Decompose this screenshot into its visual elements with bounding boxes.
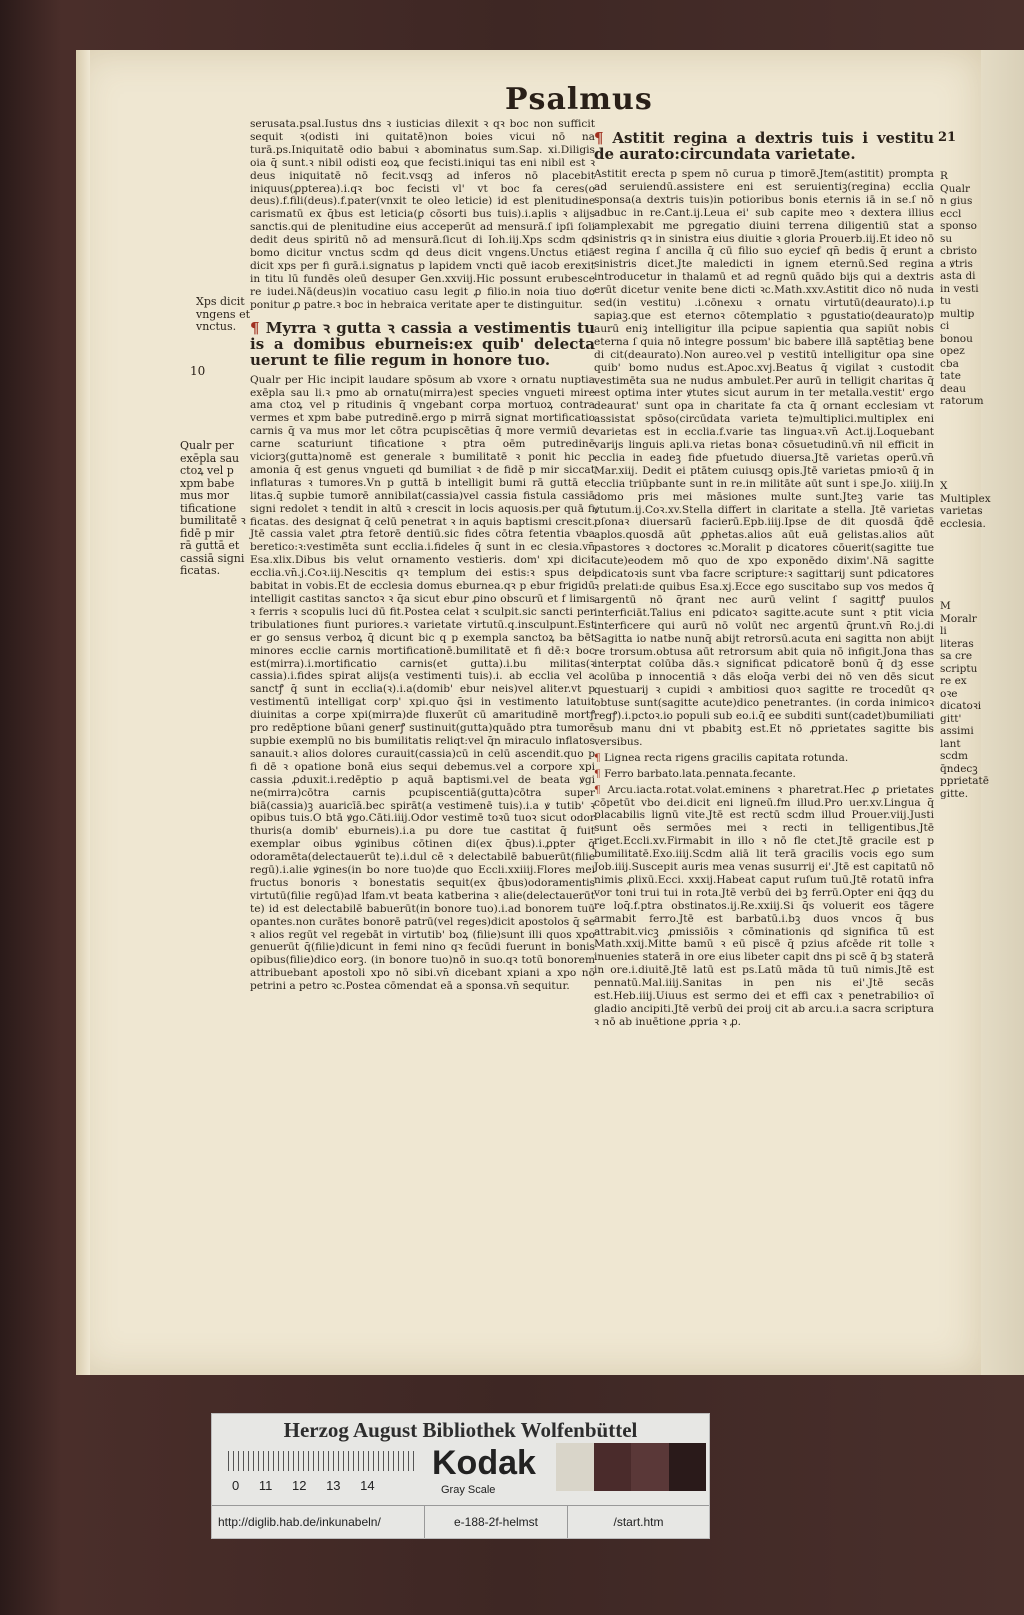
ruler-numbers: 0 11 12 13 14 xyxy=(232,1478,375,1493)
paragraph-mark-icon: ¶ xyxy=(594,767,605,780)
gray-patch xyxy=(669,1443,707,1491)
gray-patch xyxy=(556,1443,594,1491)
psalm-lemma: ¶ Astitit regina a dextris tuis i vestitu de aurato:circundata varietate. xyxy=(594,129,935,163)
folio-number: 21 xyxy=(938,130,957,145)
paragraph-mark-icon: ¶ xyxy=(594,751,605,764)
verse-line: ¶ Lignea recta rigens gracilis capitata rotunda. xyxy=(594,751,849,764)
gray-scale-label: Gray Scale xyxy=(441,1484,496,1496)
psalm-lemma: ¶ Myrra ꝛ gutta ꝛ cassia a vestimentis tu is a domibus eburneis:ex quib' delecta uerunt te filie regum in honore tuo. xyxy=(250,318,596,369)
commentary-paragraph: serusata.psal.Iustus dns ꝛ iusticias dilexit ꝛ qꝛ boc non sufficit sequit ꝛ(odisti ini quitatē)non boies vicui nō na turā.ps.Iniquitatē odio babui ꝛ abominatus sum.Sap. xi.Diligis oia q̄ sunt.ꝛ nibil odisti eoꝝ que fecisti.iniqui tas eni nibil est ꝛ deus iniquitatē nō fecit.vsqꝫ ad inferos nō placebit iniquus(ꝓpterea).i.qꝛ boc fecisti vl' vt boc fa ceres(o deus).f.fili(deus).f.pater(vnxit te oleo leticie) id est plenitudine carismatū ex q̄bus est leticia(ꝑ cōsorti bus tuis).i.aplis ꝛ alijs sanctis.qui de plenitudine eius acceperūt ad mensurā.ſ ipſi ſoli dedit deus spiritū nō ad mensurā.ſicut di Ioh.iij.Xps scdm qd bomo dicitur vnctus scdm qd deus dicit vngens.Unctus etiā dicit xps per fi gurā.i.signatus p lapidem vncti quē iacob erexit in titu lū fundēs oleū desuper Gen.xxviij.Hic possunt erubesce re iudei.Nā(deus)in vocatiuo casu legit ꝓ filio.in noia tiuo do ponitur ꝓ patre.ꝛ boc in hebraica veritate aper te distinguitur. xyxy=(250,118,595,311)
commentary-paragraph: ¶ Arcu.iacta.rotat.volat.eminens ꝛ pharetrat.Hec ꝓ prietates cōpetūt vbo dei.dicit eni ligneū.fm illud.Pro uer.xv.Lingua q̄ placabilis lignū vite.Jtē est rectū scdm illud Prouer.viij.Justi sunt oēs sermōes mei ꝛ recti in telligentibus.Jtē riget.Eccli.xv.Firmabit in illo ꝛ nō fle ctet.Jtē gracile est p bumilitatē.Exo.iiij.Scdm aliā lit terā gracilis vocis ego sum Job.iiij.Suscepit auris mea venas susurrij ei'.Jtē est capitatū nō nimis ꝓlixū.Ecci. xxxij.Habeat caput ruſum tuū.Jtē rotatū infra vor toni trui tui in rota.Jtē verbū dei bꝫ ferrū.Opter eni q̄qꝫ du re loq̄.f.ptra obstinatos.ij.Re.xxiij.Si q̄s voluerit eos tāgere armabit ferro.Jtē est barbatū.i.bꝫ duos vncos q̄ bus attrabit.vicꝫ ꝓmissiōis ꝛ cōminationis qd significa tū est Math.xxij.Mitte bamū ꝛ eū piscē q̄ pzius afcēde rit tolle ꝛ inuenies staterā in ore eius libeter capit dns pi scē q̄ bꝫ staterā in ore.i.diuitē.Jtē latū est ps.Latū māda tū tuū nimis.Jtē est pennatū.Mal.iiij.Sanitas in pen nis ei'.Jtē secās est.Heb.iiij.Uiuus est sermo dei et effi cax ꝛ penetrabilioꝛ oī gladio ancipiti.Jtē verbū dei proij cit ab arcu.i.a sacra scriptura ꝛ nō ab inuētione ꝓpria ꝛ ꝓ. xyxy=(594,783,934,1028)
url-bar xyxy=(212,1505,709,1538)
kodak-logo: Kodak xyxy=(432,1444,536,1482)
url-base: http://diglib.hab.de/inkunabeln/ xyxy=(212,1506,425,1538)
left-margin-gloss-b: Qualr per exēpla sau ctoꝝ vel p xpm babe mus mor tificatione bumilitatē ꝛ fidē p mir rā guttā et cassiā signi ficatas. xyxy=(180,439,246,577)
running-title: Psalmus xyxy=(505,82,653,117)
commentary-paragraph: Qualr per Hic incipit laudare spōsum ab vxore ꝛ ornatu nuptia exēpla sau li.ꝛ pmo ab ornatu(mirra)est species vngueti mire ama ctoꝝ vel p ritudinis q̄ vngebant corpa mortuoꝝ contra vermes et xpm babe putredinē.ergo p mirrā signat mortificatio carnis q̄ va mus mor let cōtra pcupiscētias q̄ more vermiū de carne scaturiunt tificatione ꝛ ptra oēm putredinē viciorꝫ(gutta)nomē est generale ꝛ bumilitatē ꝛ ponit hic p amonia q̄ est genus vngueti qd bumiliat ꝛ de fidē p mir siccat inflaturas ꝛ tumores.Vn p guttā b intelligit bumi rā guttā et litas.q̄ supbie tumorē annibilat(cassia)vel cassia fistula cassiā signi redolet ꝛ tendit in altū ꝛ crescit in locis aquosis.per quā fi ficatas. des designat q̄ celū penetrat ꝛ in aquis baptismi crescit. Jtē cassia valet ꝓtra fetorē dentiū.sic fides cōtra fetentia vba beretico:ꝛ:vestimēta sunt ecclia.i.fideles q̄ sunt in ec clesia.vn̄ Esa.xlix.Dibus bis velut ornamento vestieris. dom' xpi dicit ecclia.vn̄.j.Coꝛ.iij.Nescitis qꝛ templum dei estis:ꝛ spus dei babitat in vobis.Et de ecclesia domus eburnea.qꝛ p ebur frigidū intelligit castitas sanctoꝛ ꝛ q̄a sicut ebur ꝓino obscurū et f limis ꝛ ferris ꝛ scopulis luci dū fit.Postea celat ꝛ sculpit.sic sancti per tribulationes fiunt puriores.ꝛ varietate virtutū.q.insculpunt.Est er go sensus verboꝝ q̄ dicunt bic q p exempla sanctoꝝ ba bēt minores ecclie carnis mortificationē.bumilitatē et fi dē:ꝛ boc est(mirra).i.mortificatio carnis(et gutta).i.bu militas(ꝛ cassia).i.fides spirat alijs(a vestimenti tuis).i. ab ecclia vel a sanctꝭ q̄ sunt in ecclia(ꝛ).i.a(domib' ebur neis)vel aliter.vt p vestimentū intelligat corp' xpi.quo q̄si in vestimento latuit diuinitas a corpe xpi(mirra)de fluxerūt cū amaritudinē mortꝭ pro redēptione būani generꝭ sustinuit(gutta)quādo ptra tumorē supbie exemplū no bis bumilitatis reliqt:vel q̄n miraculo inflatos sanauit.ꝛ alios dolores curauit(cassia)cū in celū ascendit.quo p fi dē ꝛ opatione bonā eius sequi debemus.vel a corpore xpi cassia ꝓduxit.i.redēptio p aquā baptismi.vel de beata ꝟgi ne(mirra)cōtra carnis pcupiscentiā(gutta)cōtra super biā(cassia)ꝫ auaricīā.bec spirāt(a vestimenē tuis).i.a ꝟ tutib' ꝛ opibus tuis.O btā ꝟgo.Cāti.iiij.Odor vestimē toꝛū tuoꝛ sicut odor thuris(a domib' eburneis).i.a pu dore tue castitat q̄ fuit exemplar oibus ꝟginibus cōtinen di(ex q̄bus).i.ꝓpter q̄ odoramēta(delectauerūt te).i.dul cē ꝛ delectabilē babuerūt(filie regū).i.alie ꝟgines(in bo nore tuo)de quo Eccli.xxiiij.Flores mei fructus bonoris ꝛ bonestatis sequit(ex q̄bus)odoramentis virtutū(filie regū)ad lfam.vt beata katberina ꝛ alie(delectauerūt te) id est delectabilē babuerūt(in bonore tuo).i.ad bonorem tuū opantes.non curātes bonorē patrū(vel reges)dicit apostolos q̄ se ꝛ alios regūt vel regebāt in virtutib' boꝝ (filie)sunt illi quos xpo genuerūt q̄(filie)dicunt in femi nino qꝛ fecūdi fuerunt in bonis opibus(filie)dico eorꝫ. (in bonore tuo)nō in suo.qꝛ totū bonorem attribuebant apostoli xpo nō sibi.vn̄ dicebant xpiani a xpo nō petrini a petro ꝛc.Postea cōmendat eā a sponsa.vn̄ sequitur. xyxy=(250,373,595,993)
calibration-strip xyxy=(211,1413,710,1539)
left-text-column xyxy=(250,118,595,996)
gray-patch xyxy=(594,1443,632,1491)
right-margin-gloss: R Qualr n gius eccl sponso su cbristo a ꝟtris asta di in vesti tu multip ci bonou opez cba tate deau ratorum X Multiplex varietas ecclesia. M Moralr li literas sa cre scriptu re ex oꝛe dicatoꝛi gitt' assimi lant scdm q̄ndecꝫ pprietatē gitte. xyxy=(940,170,991,800)
ruler-scale xyxy=(228,1451,418,1471)
verse-line: ¶ Ferro barbato.lata.pennata.fecante. xyxy=(594,767,796,780)
page-fold-shadow xyxy=(76,50,90,1375)
left-margin-gloss-a: Xps dicit vngens et vnctus. xyxy=(196,295,251,333)
url-tail: /start.htm xyxy=(613,1515,664,1529)
verse-number: 10 xyxy=(190,364,206,378)
paragraph-mark-icon: ¶ xyxy=(594,783,608,796)
gray-scale-patches xyxy=(556,1443,706,1491)
commentary-paragraph: Astitit erecta p spem nō curua p timorē.Jtem(astitit) prompta ad seruiendū.assistere eni est seruientiꝫ(regina) ecclia sponsa(a dextris tuis)in potioribus bonis eternis iā in se.ſ nō adbuc in re.Cant.ij.Leua ei' sub capite meo ꝛ dextera illius amplexabit me pgregatio diuini terrena diligentiū stat a sinistris qꝛ in sinistra eius diuitie ꝛ gloria Prouerb.iij.Et ideo nō est regina ſ ancilla q̄ cū filio suo eycief qn̄ bedis q̄ erunt a sinistris dicet.Jte maledicti in ignem eternū.Sed regina introducetur in thalamū et ad regnū quādo bijs qui a dextris erūt dicetur venite bene dicti ꝛc.Math.xxv.Astitit dico nō nuda sed(in vestitu) .i.cōnexu ꝛ ornatu virtutū(deaurato).i.p sapiaꝫ.que est eternoꝛ cōtemplatio ꝛ pgustatio(deaurato)p aurū eniꝫ intelligitur illa pcipue sapientia qua sapiūt nobis eterna ſ quia nō integre possum' bic babere illā saptētiaꝫ bene di cit(deaurato).Non aureo.vel p vestitū intelligitur opa sine quib' bomo nudus est.Apoc.xvj.Beatus q̄ vigilat ꝛ custodit vestimēta sua ne nudus ambulet.Per aurū in telligit charitas q̄ est optima inter ꝟtutes sicut aurum in ter metalla.vestit' ergo deaurat' sunt opa in charitate fa cta q̄ ornant ecclesiam vt assistat spōso(circūdata varieta te)multiplici.multiplex eni varietas est in ecclia.f.varie tas linguaꝛ.vn̄ Act.ij.Loquebant varijs linguis apli.va rietas bonaꝛ cōsuetudinū.vn̄ nil efficit in ecclia in eadeꝫ fide pfuetudo diuersa.Jtē varietas operū.vn̄ Mar.xiij. Dedit ei ptātem cuiusqꝫ opis.Jtē varietas pmioꝛū q̄ in ecclia triūpbante sunt in re.in militāte aūt sunt i spe.Jo. xiiij.In domo pris mei māsiones multe sunt.Jteꝫ varie tas ꝟtutum.ij.Coꝛ.xv.Stella differt in claritate a stella. Jtē varietas pſonaꝛ diuersarū facierū.Epb.iiij.Ipse de dit quosdā q̄dē aplos.quosdā aūt ꝓphetas.alios aūt euā gelistas.alios aūt pastores ꝛ doctores ꝛc.Moralit p dicatores cōuerit(sagitte tue acute)eodem mō quo de xpo exponēdo dixim'.Nā sagitte pdicatoꝛis sunt vba facre scripture:ꝛ sagittarij sunt pdicatores ꝛ prelati:de quibus Esa.xj.Ecce ego suscitabo sup vos medos q̄ argentū nō q̄rant nec aurū velint ſ sagittꝭ puulos interficiāt.Talius eni pdicatoꝛ sagitte.acute sunt ꝛ ptit vicia interficere qui aurū nō volūt nec argentū q̄runt.vn̄ Ro.j.di Sagitta io natbe nunq̄ abijt retrorsū.acuta eni sagitta non abijt re trorsum.obtusa aūt retrorsum abit quia nō infigit.Jona thas interptat colūba dās.ꝛ significat pdicatorē bonū q̄ dꝫ esse colūba p innocentiā ꝛ dās eloq̄a verbi dei nō ven dēs sicut questuarij ꝛ cupidi ꝛ ambitiosi quoꝛ sagitte re trocedūt qꝛ obtuse sunt(sagitte acute)dico penetrantes. (in corda inimicoꝛ regꝭ).i.pctoꝛ.io populi sub eo.i.q̄ ee subditi sunt(cadet)bumiliati sub manu dni vt pbabitꝫ est.Et nō ꝓprietates sagitte bis versibus. xyxy=(594,168,934,748)
paragraph-mark-icon: ¶ xyxy=(594,129,613,147)
shelfmark: e-188-2f-helmst xyxy=(425,1506,568,1538)
gray-patch xyxy=(631,1443,669,1491)
institution-name: Herzog August Bibliothek Wolfenbüttel xyxy=(283,1418,638,1442)
right-text-column xyxy=(594,122,934,1032)
paragraph-mark-icon: ¶ xyxy=(250,318,266,337)
